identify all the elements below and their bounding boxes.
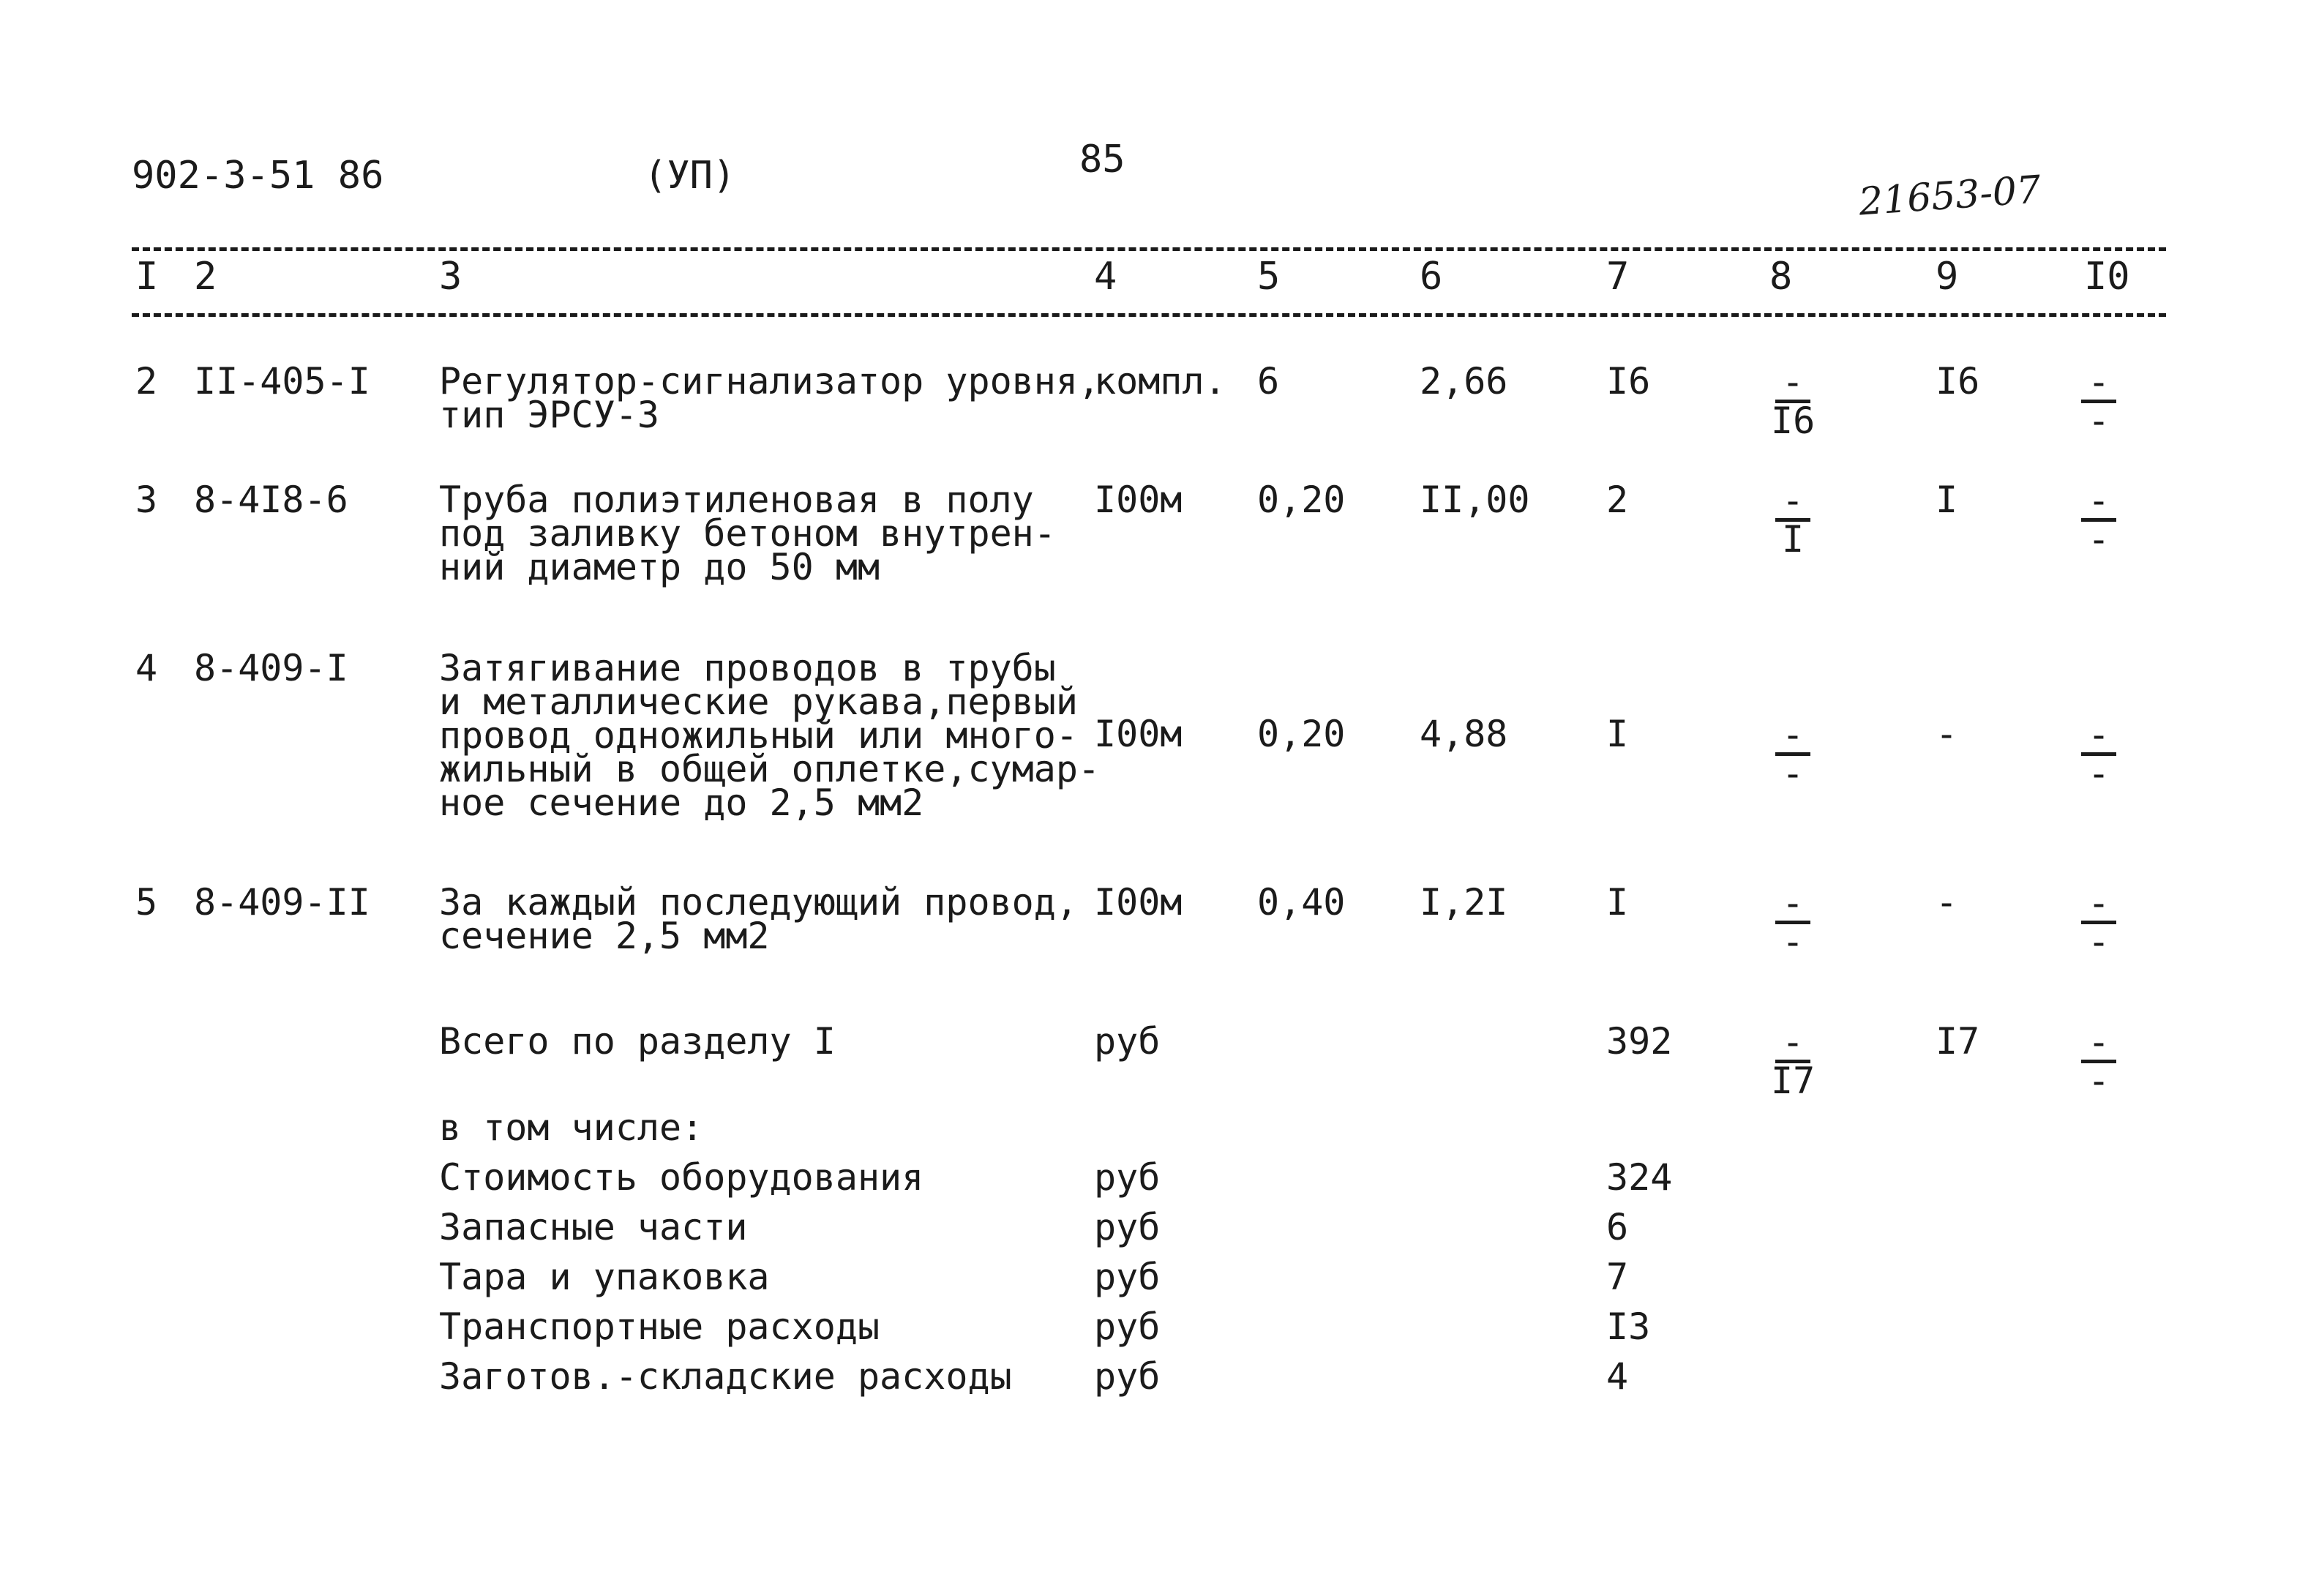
column-header: I0 — [2084, 255, 2130, 299]
column-header: 2 — [194, 255, 217, 299]
description-line: Труба полиэтиленовая в полу — [439, 479, 1034, 521]
fraction-bottom: - — [1781, 921, 1805, 963]
column-10-fraction — [2077, 882, 2121, 963]
fraction-bottom: I6 — [1771, 400, 1816, 442]
description-line: Регулятор-сигнализатор уровня, — [439, 360, 1101, 402]
fraction-top: - — [2087, 361, 2110, 403]
breakdown-label: Тара и упаковка — [439, 1256, 770, 1298]
breakdown-value: 4 — [1606, 1355, 1629, 1398]
column-header: 9 — [1936, 255, 1959, 299]
row-description — [439, 647, 1101, 824]
description-line: тип ЭРСУ-3 — [439, 394, 660, 436]
breakdown-value: 324 — [1606, 1156, 1673, 1199]
fraction-bottom: - — [1781, 752, 1805, 795]
fraction-bottom: I7 — [1771, 1060, 1816, 1102]
description-line: сечение 2,5 мм2 — [439, 915, 770, 957]
description-line: провод одножильный или много- — [439, 714, 1078, 757]
total-cost: I — [1606, 881, 1629, 923]
breakdown-label: Стоимость оборудования — [439, 1156, 924, 1199]
fraction-top: - — [1781, 1021, 1805, 1063]
breakdown-label: Запасные части — [439, 1206, 748, 1248]
unit-price: 2,66 — [1420, 360, 1508, 402]
fraction-bottom: - — [2087, 921, 2110, 963]
unit-price: I,2I — [1420, 881, 1508, 923]
column-9-value: I7 — [1936, 1020, 1980, 1063]
quantity: 6 — [1257, 360, 1280, 402]
column-10-fraction — [2077, 361, 2121, 442]
total-cost: I — [1606, 713, 1629, 755]
page-number: 85 — [1079, 138, 1125, 181]
unit-price: II,00 — [1420, 479, 1530, 521]
unit: I00м — [1094, 881, 1183, 923]
description-line: ное сечение до 2,5 мм2 — [439, 782, 924, 824]
total-cost: 2 — [1606, 479, 1629, 521]
total-cost: I6 — [1606, 360, 1651, 402]
rate-code: 8-409-II — [194, 881, 370, 923]
fraction-bottom: - — [2087, 1060, 2110, 1102]
fraction-top: - — [2087, 1021, 2110, 1063]
row-description — [439, 360, 1101, 436]
handwritten-number: 21653-07 — [1857, 168, 2042, 225]
fraction-top: - — [2087, 882, 2110, 924]
column-8-fraction — [1771, 361, 1816, 442]
fraction-bottom: - — [2087, 400, 2110, 442]
unit: руб — [1094, 1020, 1161, 1063]
row-description — [439, 479, 1056, 588]
breakdown-unit: руб — [1094, 1206, 1161, 1248]
fraction-top: - — [1781, 361, 1805, 403]
breakdown-label: Транспортные расходы — [439, 1305, 880, 1348]
column-header: 3 — [439, 255, 462, 299]
breakdown-unit: руб — [1094, 1305, 1161, 1348]
description-line: жильный в общей оплетке,сумар- — [439, 748, 1101, 790]
unit: I00м — [1094, 713, 1183, 755]
rate-code: 8-409-I — [194, 647, 348, 689]
description-line: и металлические рукава,первый — [439, 681, 1078, 723]
fraction-top: - — [1781, 882, 1805, 924]
quantity: 0,20 — [1257, 713, 1346, 755]
column-10-fraction — [2077, 713, 2121, 795]
document-code: 902-3-51 86 — [132, 154, 384, 198]
row-number: 4 — [135, 647, 158, 689]
quantity: 0,20 — [1257, 479, 1346, 521]
column-8-fraction — [1771, 882, 1815, 963]
fraction-top: - — [1781, 713, 1805, 756]
row-number: 3 — [135, 479, 158, 521]
rate-code: 8-4I8-6 — [194, 479, 348, 521]
column-header: 7 — [1606, 255, 1630, 299]
description-line: ний диаметр до 50 мм — [439, 546, 880, 588]
column-header: I — [135, 255, 159, 299]
rate-code: II-405-I — [194, 360, 370, 402]
description-line: Затягивание проводов в трубы — [439, 647, 1056, 689]
breakdown-unit: руб — [1094, 1256, 1161, 1298]
breakdown-value: 7 — [1606, 1256, 1629, 1298]
column-header: 8 — [1769, 255, 1793, 299]
column-8-fraction — [1771, 1021, 1816, 1102]
breakdown-value: 6 — [1606, 1206, 1629, 1248]
column-9-value: I6 — [1936, 360, 1980, 402]
including-label: в том числе: — [439, 1106, 704, 1149]
column-9-value: I — [1936, 479, 1958, 521]
description-line: За каждый последующий провод, — [439, 881, 1078, 923]
column-header: 6 — [1420, 255, 1443, 299]
column-header: 4 — [1094, 255, 1117, 299]
fraction-bottom: - — [2087, 752, 2110, 795]
column-8-fraction — [1771, 713, 1815, 795]
column-9-value: - — [1936, 713, 1958, 755]
breakdown-label: Заготов.-складские расходы — [439, 1355, 1012, 1398]
column-10-fraction — [2077, 1021, 2121, 1102]
fraction-top: - — [2087, 479, 2110, 522]
column-10-fraction — [2077, 479, 2121, 561]
document-marker: (УП) — [644, 154, 736, 198]
quantity: 0,40 — [1257, 881, 1346, 923]
column-9-value: - — [1936, 881, 1958, 923]
section-total-label: Всего по разделу I — [439, 1020, 836, 1063]
fraction-bottom: I — [1781, 518, 1805, 561]
breakdown-unit: руб — [1094, 1156, 1161, 1199]
breakdown-value: I3 — [1606, 1305, 1651, 1348]
row-number: 2 — [135, 360, 158, 402]
fraction-top: - — [2087, 713, 2110, 756]
unit-price: 4,88 — [1420, 713, 1508, 755]
unit: I00м — [1094, 479, 1183, 521]
column-header: 5 — [1257, 255, 1281, 299]
section-total-value: 392 — [1606, 1020, 1673, 1063]
description-line: под заливку бетоном внутрен- — [439, 512, 1056, 555]
table-header-rule — [132, 313, 2166, 317]
column-8-fraction — [1771, 479, 1815, 561]
unit: компл. — [1094, 360, 1226, 402]
row-description — [439, 881, 1078, 957]
row-number: 5 — [135, 881, 158, 923]
table-top-rule — [132, 247, 2166, 251]
fraction-top: - — [1781, 479, 1805, 522]
breakdown-unit: руб — [1094, 1355, 1161, 1398]
fraction-bottom: - — [2087, 518, 2110, 561]
